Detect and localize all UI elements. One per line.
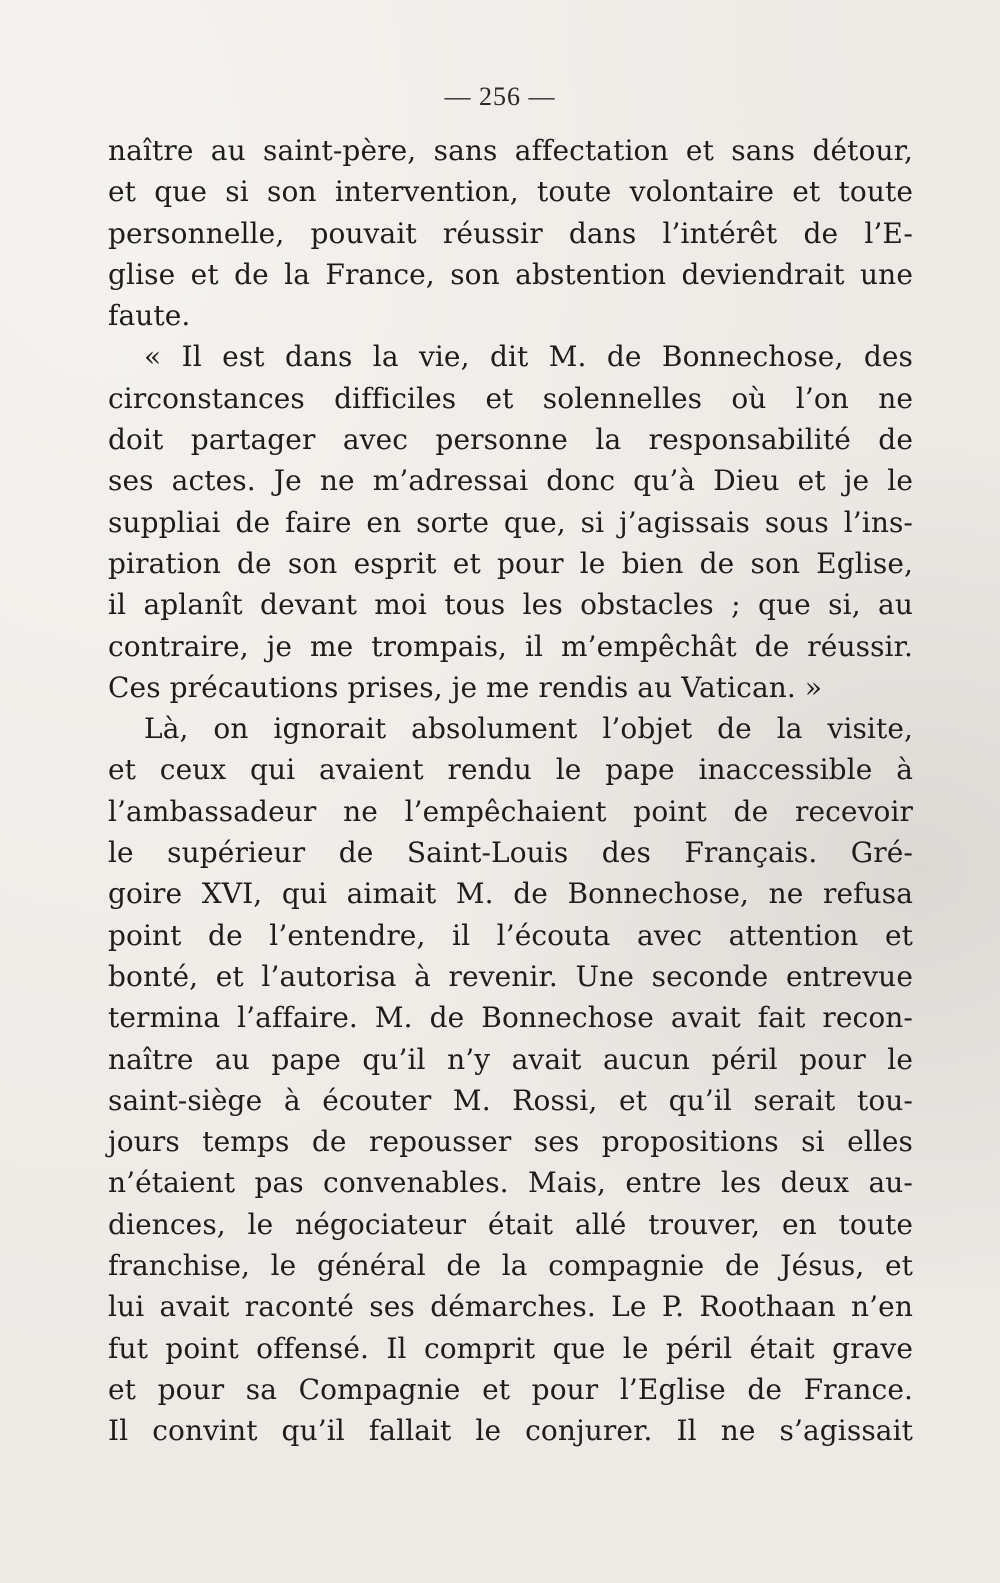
text-line: il aplanît devant moi tous les obstacles ; que si, au — [108, 588, 913, 622]
text-line: piration de son esprit et pour le bien de son Eglise, — [108, 546, 913, 580]
text-line: faute. — [108, 299, 191, 333]
text-line: diences, le négociateur était allé trouver, en toute — [108, 1207, 913, 1241]
text-line: Là, on ignorait absolument l’objet de la visite, — [144, 712, 913, 746]
text-line: lui avait raconté ses démarches. Le P. Roothaan n’en — [108, 1290, 913, 1324]
text-line: naître au pape qu’il n’y avait aucun péril pour le — [108, 1042, 913, 1076]
text-line: et que si son intervention, toute volontaire et toute — [108, 175, 913, 209]
text-line: le supérieur de Saint-Louis des Français. Gré- — [108, 836, 913, 870]
text-line: saint-siège à écouter M. Rossi, et qu’il serait tou- — [108, 1083, 913, 1117]
text-line: Il convint qu’il fallait le conjurer. Il ne s’agissait — [108, 1414, 913, 1448]
text-line: et ceux qui avaient rendu le pape inaccessible à — [108, 753, 913, 787]
text-line: franchise, le général de la compagnie de Jésus, et — [108, 1249, 913, 1283]
text-line: termina l’affaire. M. de Bonnechose avait fait recon- — [108, 1001, 913, 1035]
text-line: point de l’entendre, il l’écouta avec attention et — [108, 918, 913, 952]
text-line: bonté, et l’autorisa à revenir. Une seconde entrevue — [108, 959, 913, 993]
text-line: et pour sa Compagnie et pour l’Eglise de France. — [108, 1372, 913, 1406]
text-line: jours temps de repousser ses propositions si elles — [108, 1125, 913, 1159]
text-line: fut point offensé. Il comprit que le péril était grave — [108, 1331, 913, 1365]
text-line: « Il est dans la vie, dit M. de Bonnechose, des — [144, 340, 913, 374]
body-text — [108, 130, 913, 1452]
text-line: contraire, je me trompais, il m’empêchât de réussir. — [108, 629, 913, 663]
page-number: — 256 — — [444, 82, 556, 111]
text-line: l’ambassadeur ne l’empêchaient point de recevoir — [108, 794, 913, 828]
text-line: ses actes. Je ne m’adressai donc qu’à Dieu et je le — [108, 464, 913, 498]
text-line: suppliai de faire en sorte que, si j’agissais sous l’ins- — [108, 505, 913, 539]
text-line: goire XVI, qui aimait M. de Bonnechose, ne refusa — [108, 877, 913, 911]
text-line: personnelle, pouvait réussir dans l’intérêt de l’E- — [108, 216, 913, 250]
text-line: naître au saint-père, sans affectation et sans détour, — [108, 134, 913, 167]
text-line: glise et de la France, son abstention deviendrait une — [108, 257, 913, 291]
text-line: doit partager avec personne la responsabilité de — [108, 423, 913, 457]
text-line: Ces précautions prises, je me rendis au Vatican. » — [108, 670, 823, 704]
text-line: circonstances difficiles et solennelles où l’on ne — [108, 381, 913, 415]
text-line: n’étaient pas convenables. Mais, entre les deux au- — [108, 1166, 913, 1200]
